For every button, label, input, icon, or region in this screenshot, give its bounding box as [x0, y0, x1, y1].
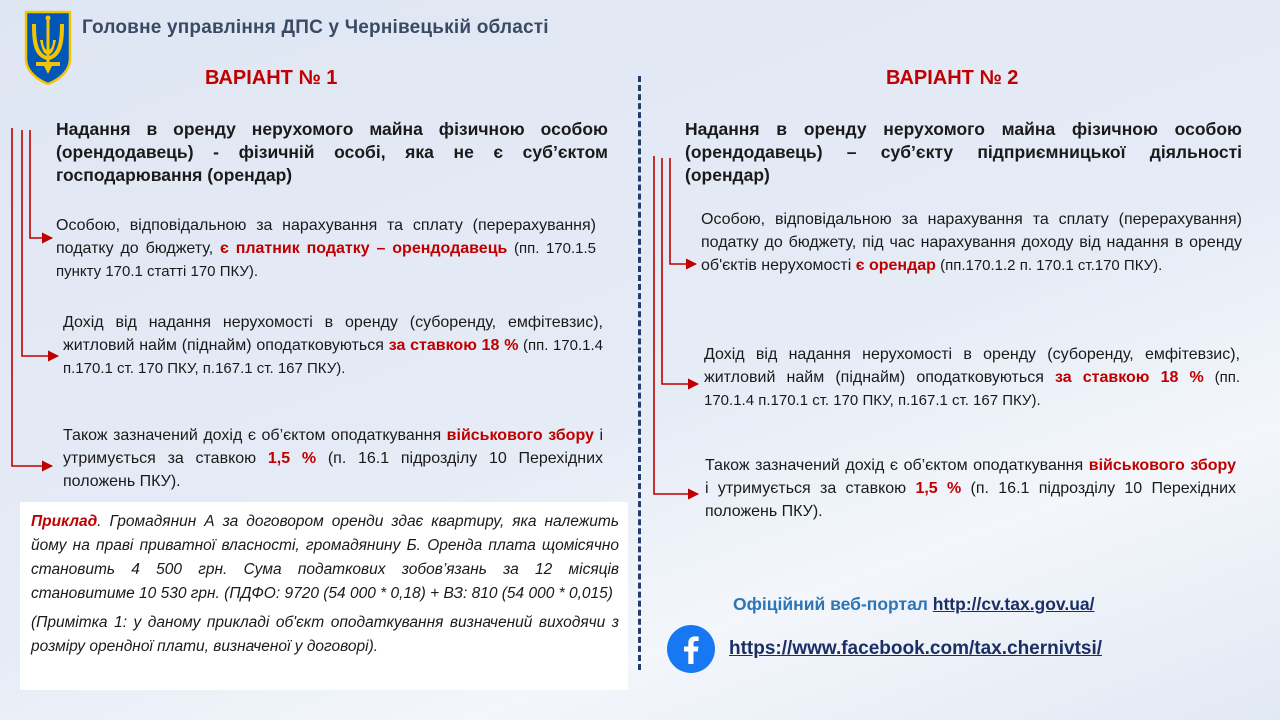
example-text: Приклад. Громадянин А за договором оренди здає квартиру, яка належить йому на праві приватної власності, громадянину Б. Оренда плата щомісячно становить 4 500 грн. Сума податкових зобов’язань за 12 місяців становитиме 10 530 грн. (ПДФО: 9720 (54 000 * 0,18) + ВЗ: 810 (54 000 * 0,015) — [31, 513, 619, 602]
column-divider — [638, 76, 641, 670]
portal-link[interactable]: http://cv.tax.gov.ua/ — [932, 594, 1095, 614]
highlight-levy-rate: 1,5 % — [915, 480, 962, 497]
variant-2-para-1: Особою, відповідальною за нарахування та сплату (перерахування) податку до бюджету, під час нарахування доходу від надання в оренду об'єктів нерухомості є орендар (пп.170.1.2 п. 170.1 ст.170 ПКУ). — [701, 211, 1242, 274]
variant-1-para-3: Також зазначений дохід є об’єктом оподаткування військового збору і утримується за ставкою 1,5 % (п. 16.1 підрозділу 10 Перехідних положень ПКУ). — [63, 427, 604, 490]
variant-2-title: ВАРІАНТ № 2 — [886, 67, 1019, 89]
variant-2-para-2: Дохід від надання нерухомості в оренду (суборенду, емфітевзис), житловий найм (піднайм) оподатковуються за ставкою 18 % (пп. 170.1.4 п.170.1 ст. 170 ПКУ, п.167.1 ст. 167 ПКУ). — [704, 346, 1241, 409]
variant-1-title: ВАРІАНТ № 1 — [205, 67, 338, 89]
highlight-levy-rate: 1,5 % — [267, 450, 317, 467]
highlight-military-levy: військового збору — [446, 427, 594, 444]
variant-2-para-3: Також зазначений дохід є об’єктом оподаткування військового збору і утримується за ставкою 1,5 % (п. 16.1 підрозділу 10 Перехідних положень ПКУ). — [705, 457, 1237, 520]
official-portal: Офіційний веб-портал http://cv.tax.gov.ua/ — [733, 594, 1095, 614]
variant-1-para-1: Особою, відповідальною за нарахування та сплату (перерахування) податку до бюджету, є платник податку – орендодавець (пп. 170.1.5 пункту 170.1 статті 170 ПКУ). — [56, 217, 597, 280]
highlight-tenant: є орендар — [855, 257, 936, 274]
example-label: Приклад — [31, 513, 98, 530]
highlight-rate: за ставкою 18 % — [1055, 369, 1204, 386]
variant-1-para-2: Дохід від надання нерухомості в оренду (суборенду, емфітевзис), житловий найм (піднайм) оподатковуються за ставкою 18 % (пп. 170.1.4 п.170.1 ст. 170 ПКУ, п.167.1 ст. 167 ПКУ). — [63, 314, 603, 377]
example-box — [20, 502, 628, 690]
highlight-rate: за ставкою 18 % — [388, 337, 519, 354]
facebook-link[interactable]: https://www.facebook.com/tax.chernivtsi/ — [729, 638, 1103, 659]
highlight-military-levy: військового збору — [1088, 457, 1236, 474]
trident-emblem-icon — [22, 10, 74, 86]
facebook-icon[interactable] — [666, 624, 716, 674]
highlight-taxpayer: є платник податку – орендодавець — [220, 240, 508, 257]
example-note: (Примітка 1: у даному прикладі об'єкт оподаткування визначений виходячи з розміру орендної плати, визначеної у договорі). — [31, 614, 619, 655]
variant-1-heading: Надання в оренду нерухомого майна фізичною особою (орендодавець) - фізичній особі, яка не є суб’єктом господарювання (орендар) — [56, 119, 608, 185]
variant-2-heading: Надання в оренду нерухомого майна фізичною особою (орендодавець) – суб’єкту підприємницької діяльності (орендар) — [685, 119, 1242, 185]
page-title: Головне управління ДПС у Чернівецькій області — [82, 17, 549, 38]
